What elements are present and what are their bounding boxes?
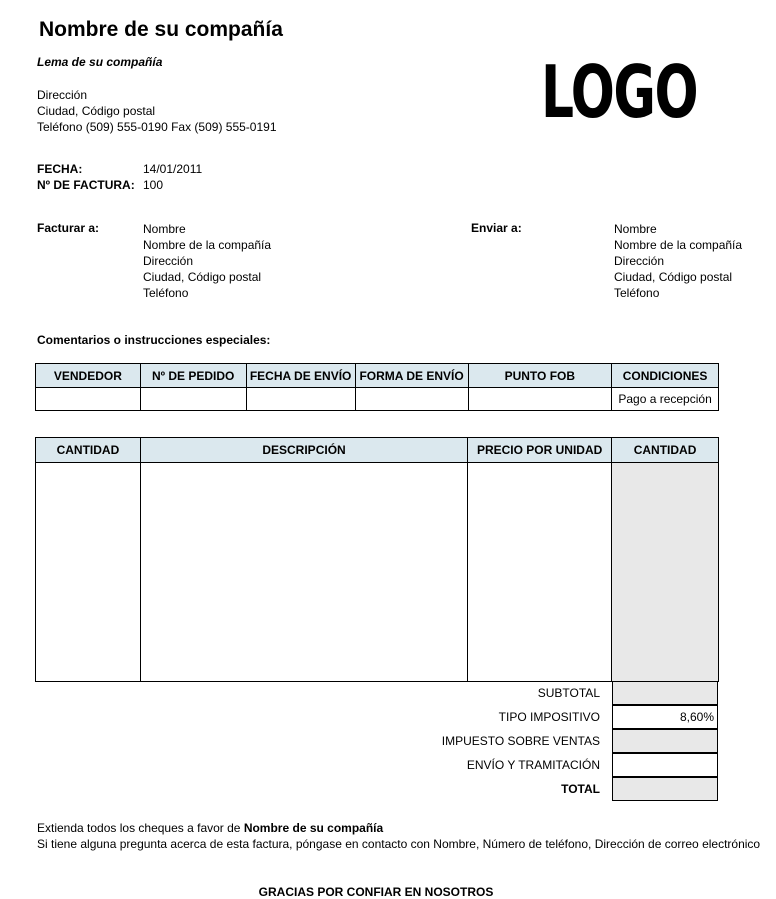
order-header: PUNTO FOB xyxy=(468,364,612,388)
order-details-table xyxy=(35,363,719,411)
ship-to-line: Nombre de la compañía xyxy=(614,238,743,252)
items-header: DESCRIPCIÓN xyxy=(140,438,467,463)
items-header: PRECIO POR UNIDAD xyxy=(468,438,612,463)
ship-to-line: Teléfono xyxy=(614,286,660,300)
items-cell-quantity[interactable] xyxy=(36,463,141,682)
ship-to-line: Ciudad, Código postal xyxy=(614,270,733,284)
company-address-line1: Dirección xyxy=(37,88,88,102)
order-header: Nº DE PEDIDO xyxy=(140,364,246,388)
order-header: VENDEDOR xyxy=(36,364,141,388)
total-label: TOTAL xyxy=(561,782,600,796)
bill-to-block xyxy=(143,221,271,301)
bill-to-line: Ciudad, Código postal xyxy=(143,270,262,284)
company-address-line2: Ciudad, Código postal xyxy=(37,104,156,118)
order-cell-order-number[interactable] xyxy=(140,388,246,411)
tax-rate-label: TIPO IMPOSITIVO xyxy=(498,710,600,724)
table-row xyxy=(36,388,719,411)
date-value: 14/01/2011 xyxy=(143,162,203,176)
ship-to-block xyxy=(614,221,742,301)
company-name: Nombre de su compañía xyxy=(39,18,283,41)
date-label: FECHA: xyxy=(37,162,83,176)
company-phone-fax: Teléfono (509) 555-0190 Fax (509) 555-0191 xyxy=(37,120,277,134)
ship-to-line: Nombre xyxy=(614,222,657,236)
order-cell-ship-method[interactable] xyxy=(355,388,468,411)
bill-to-line: Nombre de la compañía xyxy=(143,238,272,252)
items-cell-unit-price[interactable] xyxy=(468,463,612,682)
checks-prefix: Extienda todos los cheques a favor de xyxy=(37,821,244,835)
bill-to-line: Nombre xyxy=(143,222,186,236)
checks-note xyxy=(37,820,760,836)
ship-to-label: Enviar a: xyxy=(471,221,522,235)
sales-tax-value xyxy=(612,729,718,753)
company-slogan: Lema de su compañía xyxy=(37,55,163,69)
subtotal-value xyxy=(612,681,718,705)
order-cell-terms[interactable]: Pago a recepción xyxy=(612,388,719,411)
order-header: FORMA DE ENVÍO xyxy=(355,364,468,388)
checks-company: Nombre de su compañía xyxy=(243,821,384,835)
items-header: CANTIDAD xyxy=(36,438,141,463)
shipping-value[interactable] xyxy=(612,753,718,777)
comments-label: Comentarios o instrucciones especiales: xyxy=(37,333,271,347)
items-header: CANTIDAD xyxy=(612,438,719,463)
questions-note: Si tiene alguna pregunta acerca de esta factura, póngase en contacto con Nombre, Número de teléfono, Dirección de correo electrónico xyxy=(37,837,761,851)
invoice-number-value: 100 xyxy=(143,178,164,192)
sales-tax-label: IMPUESTO SOBRE VENTAS xyxy=(441,734,600,748)
ship-to-line: Dirección xyxy=(614,254,665,268)
order-header: CONDICIONES xyxy=(612,364,719,388)
bill-to-line: Dirección xyxy=(143,254,194,268)
company-logo: LOGO xyxy=(541,50,698,134)
bill-to-label: Facturar a: xyxy=(37,221,100,235)
items-cell-description[interactable] xyxy=(140,463,467,682)
order-cell-fob[interactable] xyxy=(468,388,612,411)
subtotal-label: SUBTOTAL xyxy=(537,686,600,700)
invoice-number-label: Nº DE FACTURA: xyxy=(37,178,135,192)
order-header: FECHA DE ENVÍO xyxy=(246,364,355,388)
order-cell-ship-date[interactable] xyxy=(246,388,355,411)
thanks-message: GRACIAS POR CONFIAR EN NOSOTROS xyxy=(258,885,494,899)
tax-rate-value[interactable]: 8,60% xyxy=(612,705,718,729)
bill-to-line: Teléfono xyxy=(143,286,189,300)
items-cell-amount xyxy=(612,463,719,682)
footer-notes xyxy=(37,820,760,852)
order-cell-vendor[interactable] xyxy=(36,388,141,411)
shipping-label: ENVÍO Y TRAMITACIÓN xyxy=(466,758,600,772)
total-value xyxy=(612,777,718,801)
table-row xyxy=(36,463,719,682)
line-items-table xyxy=(35,437,719,682)
company-address xyxy=(37,87,277,135)
